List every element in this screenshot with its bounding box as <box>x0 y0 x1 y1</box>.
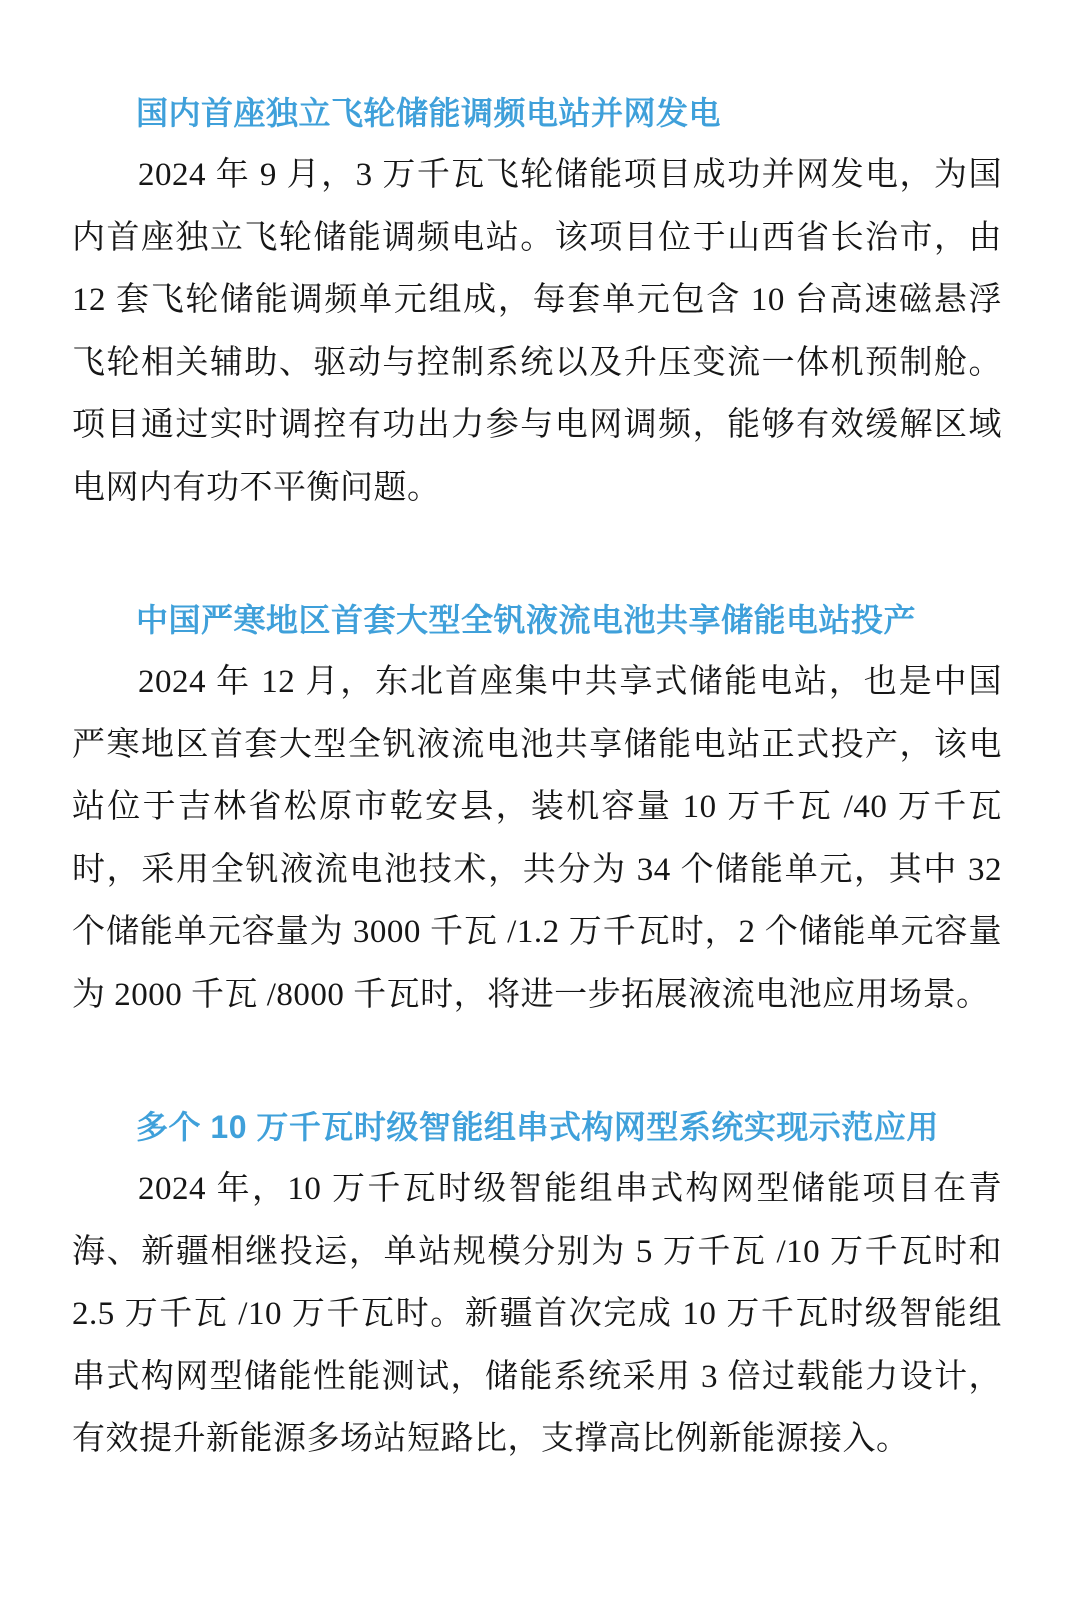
section-paragraph-flywheel: 2024 年 9 月，3 万千瓦飞轮储能项目成功并网发电，为国内首座独立飞轮储能调频电站。该项目位于山西省长治市，由 12 套飞轮储能调频单元组成，每套单元包含 10 台高速磁悬浮飞轮相关辅助、驱动与控制系统以及升压变流一体机预制舱。项目通过实时调控有功出力参与电网调频，能够有效缓解区域电网内有功不平衡问题。 <box>72 157 1002 506</box>
section-heading-grid-forming: 多个 10 万千瓦时级智能组串式构网型系统实现示范应用 <box>136 1109 939 1145</box>
section-heading-flywheel: 国内首座独立飞轮储能调频电站并网发电 <box>136 95 722 131</box>
section-paragraph-grid-forming: 2024 年，10 万千瓦时级智能组串式构网型储能项目在青海、新疆相继投运，单站规模分别为 5 万千瓦 /10 万千瓦时和 2.5 万千瓦 /10 万千瓦时。新疆首次完成 10 万千瓦时级智能组串式构网型储能性能测试，储能系统采用 3 倍过载能力设计，有效提升新能源多场站短路比，支撑高比例新能源接入。 <box>72 1171 1003 1457</box>
section-heading-vanadium: 中国严寒地区首套大型全钒液流电池共享储能电站投产 <box>136 602 917 638</box>
section-grid-forming-systems <box>72 1096 1002 1471</box>
section-flywheel-station <box>72 82 1002 519</box>
section-paragraph-vanadium: 2024 年 12 月，东北首座集中共享式储能电站，也是中国严寒地区首套大型全钒液流电池共享储能电站正式投产，该电站位于吉林省松原市乾安县，装机容量 10 万千瓦 /40 万千瓦时，采用全钒液流电池技术，共分为 34 个储能单元，其中 32 个储能单元容量为 3000 千瓦 /1.2 万千瓦时，2 个储能单元容量为 2000 千瓦 /8000 千瓦时，将进一步拓展液流电池应用场景。 <box>72 664 1002 1013</box>
section-vanadium-flow-battery <box>72 589 1002 1026</box>
